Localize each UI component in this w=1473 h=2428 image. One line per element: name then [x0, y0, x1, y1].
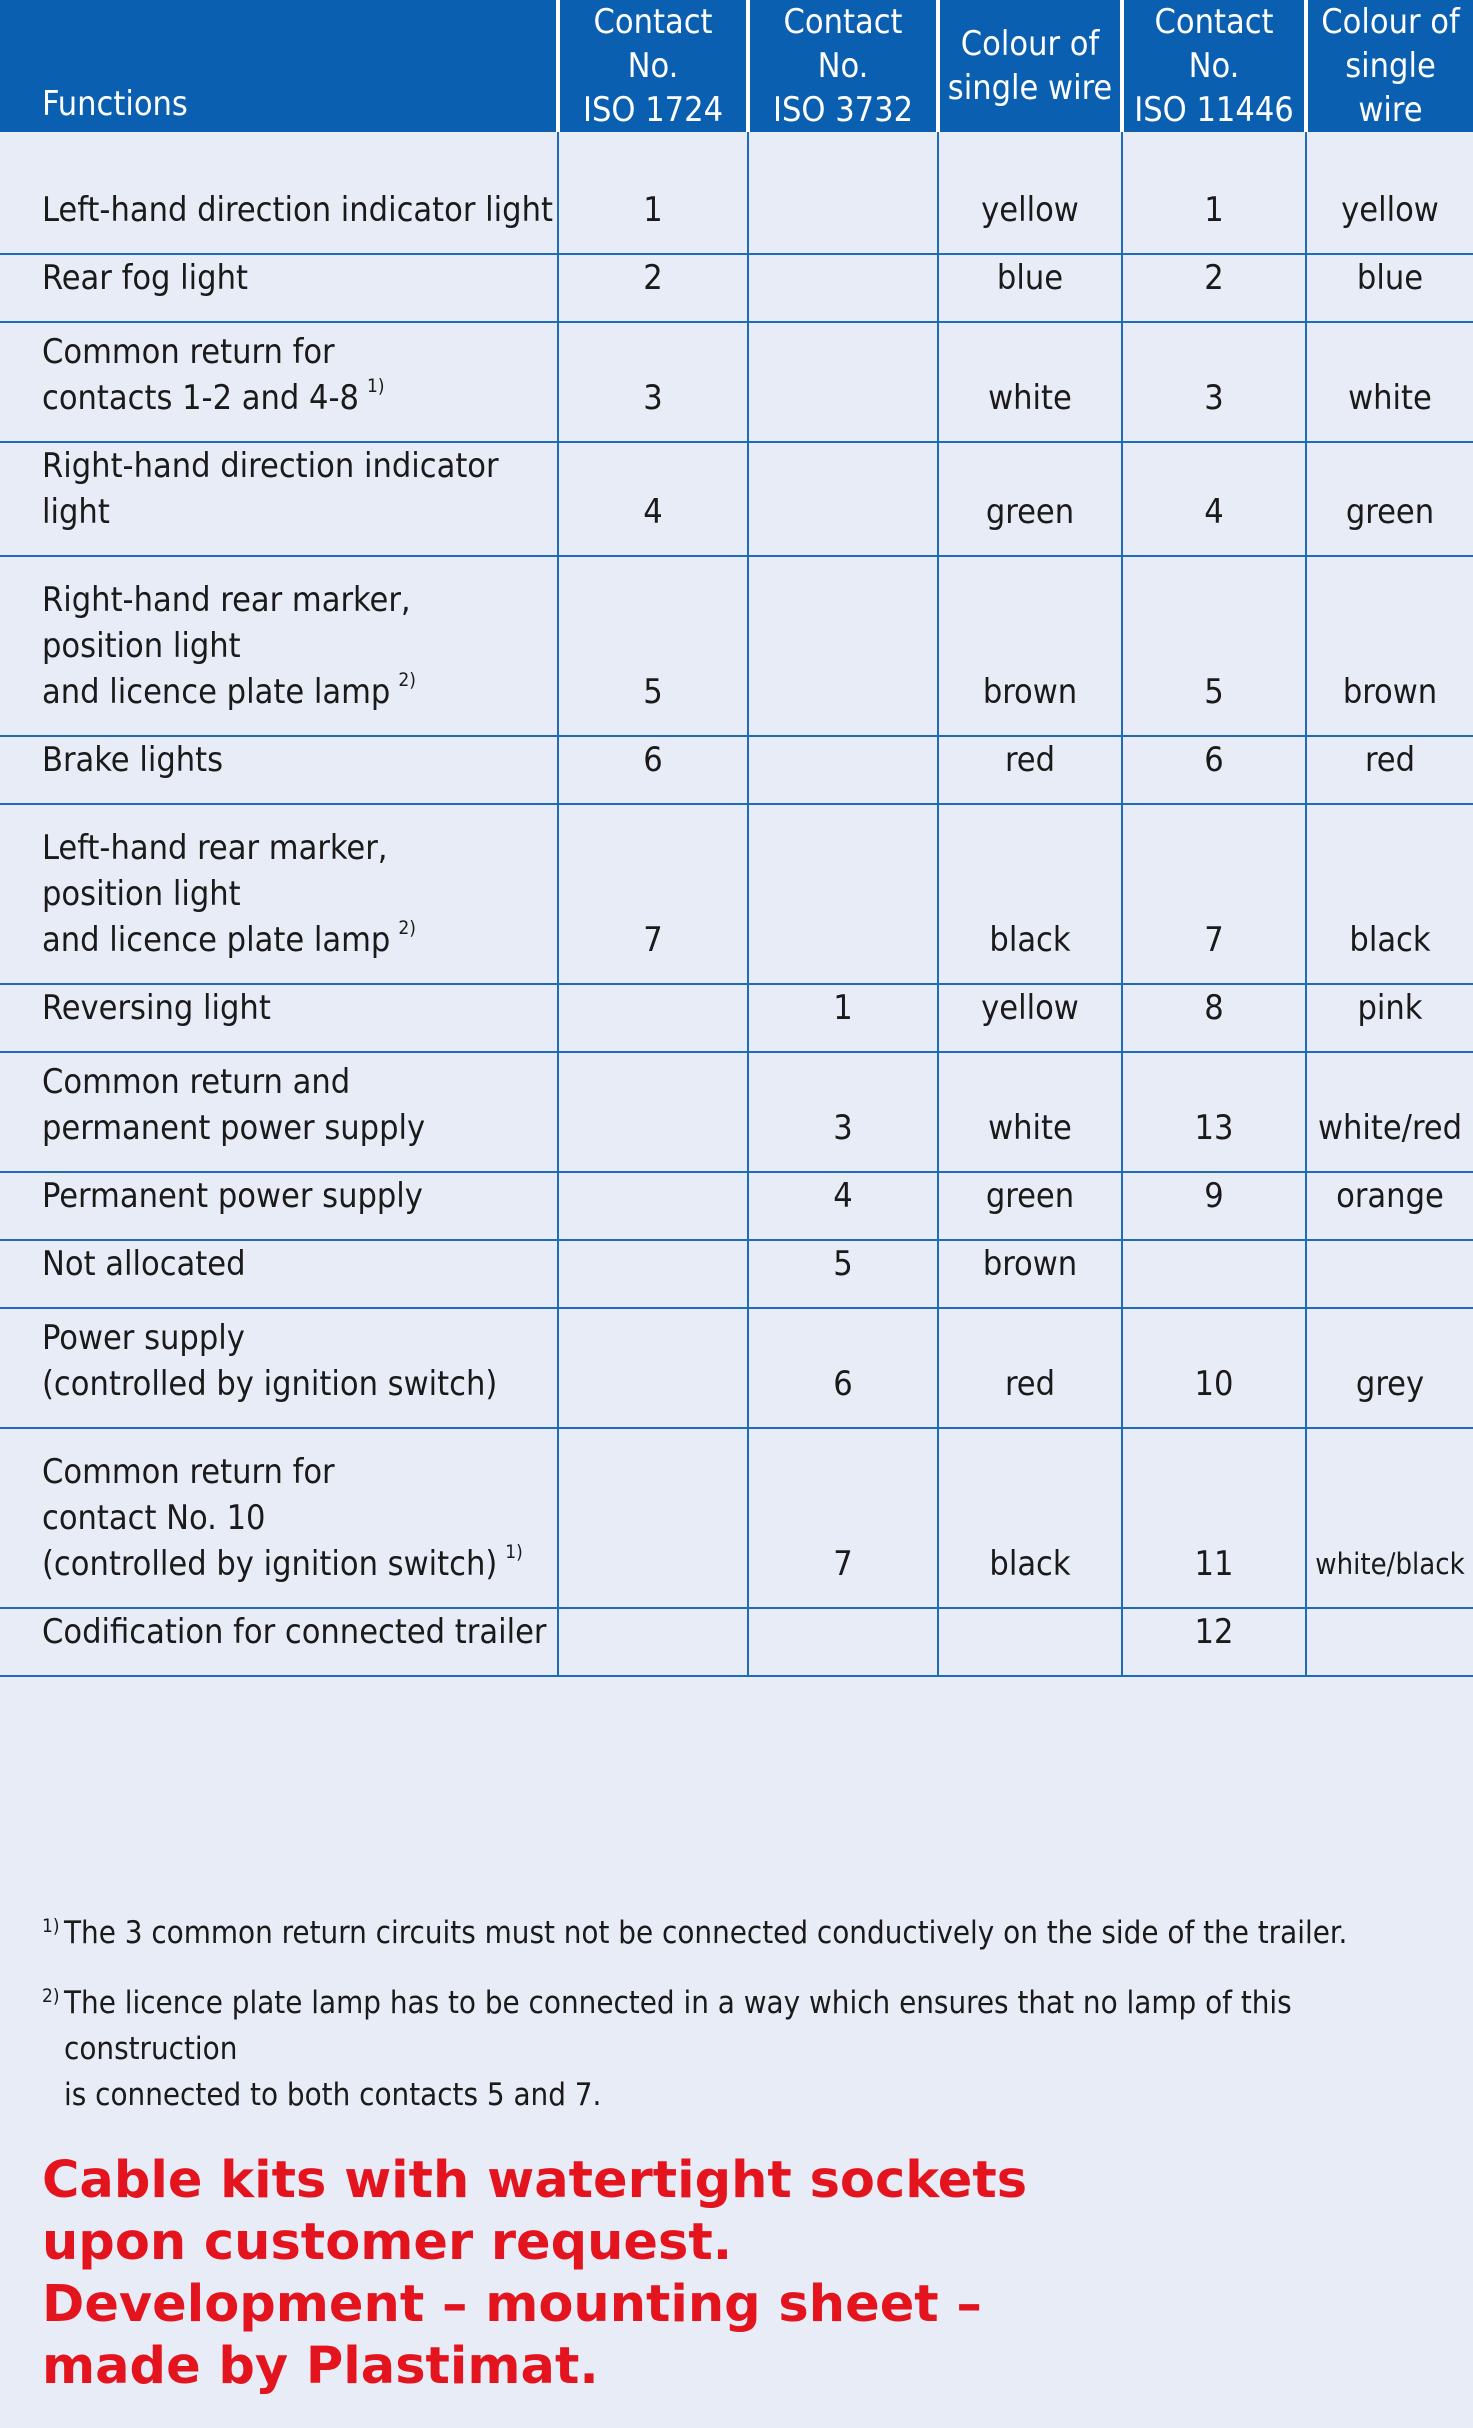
iso3732-cell: 3	[748, 1052, 938, 1172]
function-text: Common return and	[42, 1062, 351, 1102]
function-text: position light	[42, 626, 241, 666]
colour2-cell: white	[1306, 322, 1473, 442]
function-text: Right-hand rear marker,	[42, 580, 411, 620]
notice-line: Cable kits with watertight sockets	[42, 2151, 1028, 2210]
header-iso3732: Contact No. ISO 3732	[748, 0, 938, 132]
table-row	[0, 254, 1473, 322]
header-functions: Functions	[0, 0, 558, 132]
function-cell	[0, 1240, 558, 1308]
colour1-cell: blue	[938, 254, 1122, 322]
function-text: Power supply	[42, 1318, 245, 1358]
footnote-ref: 2)	[398, 916, 416, 939]
footnote-ref: 1)	[367, 374, 385, 397]
colour1-cell: black	[938, 1428, 1122, 1608]
footnote-ref: 2)	[398, 668, 416, 691]
iso11446-cell: 11	[1122, 1428, 1306, 1608]
function-cell	[0, 804, 558, 984]
function-text	[42, 669, 553, 715]
footnote-text: The 3 common return circuits must not be connected conductively on the side of the trailer.	[64, 1915, 1348, 1951]
table-row	[0, 804, 1473, 984]
colour1-cell: brown	[938, 556, 1122, 736]
iso1724-cell	[558, 1308, 748, 1428]
colour2-cell	[1306, 1240, 1473, 1308]
colour2-cell: blue	[1306, 254, 1473, 322]
iso3732-cell	[748, 442, 938, 556]
colour2-cell: brown	[1306, 556, 1473, 736]
function-text-part: and licence plate lamp	[42, 672, 391, 712]
iso3732-cell	[748, 1608, 938, 1676]
function-text	[42, 375, 553, 421]
function-cell	[0, 984, 558, 1052]
iso1724-cell	[558, 1052, 748, 1172]
colour1-cell: yellow	[938, 132, 1122, 254]
iso11446-cell: 12	[1122, 1608, 1306, 1676]
footnotes	[42, 1910, 1402, 2142]
function-cell	[0, 556, 558, 736]
footnote-text: The licence plate lamp has to be connected in a way which ensures that no lamp of this construction	[64, 1985, 1292, 2067]
function-cell	[0, 1052, 558, 1172]
colour2-cell: green	[1306, 442, 1473, 556]
iso11446-cell: 4	[1122, 442, 1306, 556]
function-text: Brake lights	[42, 740, 224, 780]
notice-line: upon customer request.	[42, 2213, 733, 2272]
iso1724-cell	[558, 1608, 748, 1676]
iso11446-cell: 13	[1122, 1052, 1306, 1172]
function-cell	[0, 1308, 558, 1428]
footnote-ref: 1)	[505, 1540, 523, 1563]
colour2-cell	[1306, 1608, 1473, 1676]
iso3732-cell: 6	[748, 1308, 938, 1428]
function-text: Rear fog light	[42, 258, 248, 298]
iso3732-cell	[748, 254, 938, 322]
function-text: Reversing light	[42, 988, 271, 1028]
iso1724-cell	[558, 1172, 748, 1240]
colour2-cell: pink	[1306, 984, 1473, 1052]
colour2-cell: grey	[1306, 1308, 1473, 1428]
function-cell	[0, 1172, 558, 1240]
function-cell	[0, 1608, 558, 1676]
iso11446-cell: 9	[1122, 1172, 1306, 1240]
function-text: Codification for connected trailer	[42, 1612, 547, 1652]
function-text: Permanent power supply	[42, 1176, 423, 1216]
iso1724-cell: 4	[558, 442, 748, 556]
header-iso11446: Contact No. ISO 11446	[1122, 0, 1306, 132]
table-row	[0, 1308, 1473, 1428]
function-text-part: (controlled by ignition switch)	[42, 1544, 498, 1584]
iso3732-cell: 5	[748, 1240, 938, 1308]
iso3732-cell: 1	[748, 984, 938, 1052]
iso3732-cell	[748, 556, 938, 736]
function-cell	[0, 322, 558, 442]
iso1724-cell: 1	[558, 132, 748, 254]
iso11446-cell: 3	[1122, 322, 1306, 442]
table-row	[0, 1052, 1473, 1172]
table-row	[0, 984, 1473, 1052]
function-text	[42, 917, 553, 963]
function-text: position light	[42, 874, 241, 914]
iso1724-cell: 5	[558, 556, 748, 736]
iso3732-cell	[748, 804, 938, 984]
function-text: contact No. 10	[42, 1498, 266, 1538]
colour2-cell: white/black	[1306, 1428, 1473, 1608]
table-row	[0, 322, 1473, 442]
iso11446-cell: 8	[1122, 984, 1306, 1052]
iso3732-cell	[748, 132, 938, 254]
iso1724-cell: 3	[558, 322, 748, 442]
iso11446-cell: 2	[1122, 254, 1306, 322]
function-cell	[0, 132, 558, 254]
colour2-cell: orange	[1306, 1172, 1473, 1240]
iso11446-cell: 10	[1122, 1308, 1306, 1428]
function-cell	[0, 442, 558, 556]
function-cell	[0, 254, 558, 322]
colour2-cell: black	[1306, 804, 1473, 984]
footnote-2: 2) The licence plate lamp has to be connected in a way which ensures that no lamp of this construction is connected to both contacts 5 and 7.	[42, 1980, 1402, 2118]
table-row	[0, 736, 1473, 804]
function-text-part: and licence plate lamp	[42, 920, 391, 960]
function-text: (controlled by ignition switch)	[42, 1364, 498, 1404]
colour1-cell: black	[938, 804, 1122, 984]
table-row	[0, 1608, 1473, 1676]
iso1724-cell: 2	[558, 254, 748, 322]
iso3732-cell: 7	[748, 1428, 938, 1608]
iso1724-cell	[558, 984, 748, 1052]
colour1-cell: brown	[938, 1240, 1122, 1308]
custom-kits-notice	[42, 2150, 1342, 2398]
table-body	[0, 132, 1473, 1676]
function-cell	[0, 1428, 558, 1608]
table-row	[0, 556, 1473, 736]
colour1-cell: white	[938, 1052, 1122, 1172]
table-row	[0, 1428, 1473, 1608]
function-text: Common return for	[42, 332, 335, 372]
footnote-text: is connected to both contacts 5 and 7.	[64, 2077, 602, 2113]
function-text: Right-hand direction indicator light	[42, 446, 499, 532]
function-cell	[0, 736, 558, 804]
function-text: Not allocated	[42, 1244, 246, 1284]
header-iso1724: Contact No. ISO 1724	[558, 0, 748, 132]
notice-line: Development – mounting sheet –	[42, 2275, 982, 2334]
iso3732-cell: 4	[748, 1172, 938, 1240]
iso11446-cell	[1122, 1240, 1306, 1308]
colour1-cell: green	[938, 442, 1122, 556]
colour1-cell	[938, 1608, 1122, 1676]
iso11446-cell: 5	[1122, 556, 1306, 736]
function-text: Left-hand rear marker,	[42, 828, 388, 868]
function-text: permanent power supply	[42, 1108, 426, 1148]
iso3732-cell	[748, 736, 938, 804]
function-text: Common return for	[42, 1452, 335, 1492]
iso1724-cell	[558, 1428, 748, 1608]
table-header	[0, 0, 1473, 132]
table-row	[0, 442, 1473, 556]
colour1-cell: yellow	[938, 984, 1122, 1052]
function-text-part: contacts 1-2 and 4-8	[42, 378, 359, 418]
iso11446-cell: 7	[1122, 804, 1306, 984]
colour1-cell: white	[938, 322, 1122, 442]
footnote-1: 1) The 3 common return circuits must not be connected conductively on the side of the trailer.	[42, 1910, 1402, 1956]
colour1-cell: green	[938, 1172, 1122, 1240]
table-row	[0, 132, 1473, 254]
function-text: Left-hand direction indicator light	[42, 190, 553, 230]
iso11446-cell: 1	[1122, 132, 1306, 254]
header-colour-2: Colour of single wire	[1306, 0, 1473, 132]
iso1724-cell: 6	[558, 736, 748, 804]
table-row	[0, 1240, 1473, 1308]
colour2-cell: white/red	[1306, 1052, 1473, 1172]
function-text	[42, 1541, 553, 1587]
iso1724-cell	[558, 1240, 748, 1308]
notice-line: made by Plastimat.	[42, 2337, 599, 2396]
table-row	[0, 1172, 1473, 1240]
colour1-cell: red	[938, 736, 1122, 804]
iso3732-cell	[748, 322, 938, 442]
colour2-cell: yellow	[1306, 132, 1473, 254]
colour1-cell: red	[938, 1308, 1122, 1428]
iso11446-cell: 6	[1122, 736, 1306, 804]
iso1724-cell: 7	[558, 804, 748, 984]
colour2-cell: red	[1306, 736, 1473, 804]
header-colour-1: Colour of single wire	[938, 0, 1122, 132]
